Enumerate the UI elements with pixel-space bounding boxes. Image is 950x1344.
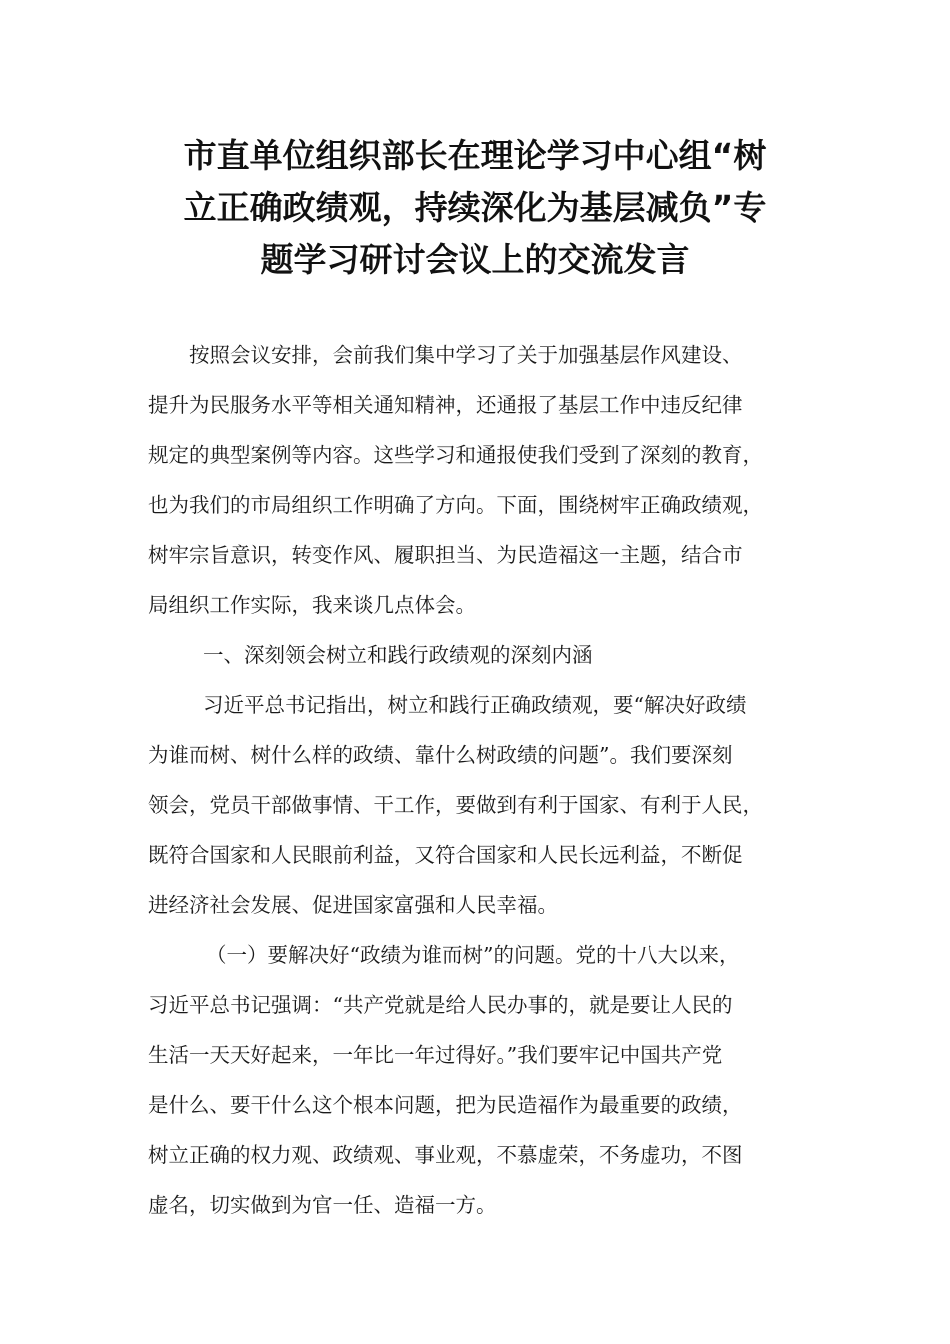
body-line: 提升为民服务水平等相关通知精神，还通报了基层工作中违反纪律 bbox=[148, 393, 743, 417]
section-heading: 一、深刻领会树立和践行政绩观的深刻内涵 bbox=[203, 643, 593, 667]
body-line: 既符合国家和人民眼前利益，又符合国家和人民长远利益，不断促 bbox=[148, 843, 743, 867]
body-line: 虚名，切实做到为官一任、造福一方。 bbox=[148, 1193, 497, 1217]
body-line: 树立正确的权力观、政绩观、事业观，不慕虚荣，不务虚功，不图 bbox=[148, 1143, 743, 1167]
body-line: 树牢宗旨意识，转变作风、履职担当、为民造福这一主题，结合市 bbox=[148, 543, 743, 567]
subsection-heading: （一）要解决好“政绩为谁而树”的问题。党的十八大以来， bbox=[206, 943, 740, 967]
title-line: 市直单位组织部长在理论学习中心组“树 bbox=[183, 136, 767, 175]
body-line: 也为我们的市局组织工作明确了方向。下面，围绕树牢正确政绩观， bbox=[148, 493, 763, 517]
body-line: 是什么、要干什么这个根本问题，把为民造福作为最重要的政绩， bbox=[148, 1093, 743, 1117]
body-line: 规定的典型案例等内容。这些学习和通报使我们受到了深刻的教育， bbox=[148, 443, 763, 467]
body-line: 习近平总书记指出，树立和践行正确政绩观，要“解决好政绩 bbox=[203, 693, 747, 717]
document-body bbox=[148, 330, 818, 1230]
body-line: 习近平总书记强调：“共产党就是给人民办事的，就是要让人民的 bbox=[148, 993, 733, 1017]
title-line: 立正确政绩观，持续深化为基层减负”专 bbox=[183, 188, 767, 227]
title-line: 题学习研讨会议上的交流发言 bbox=[260, 240, 690, 279]
body-line: 领会，党员干部做事情、干工作，要做到有利于国家、有利于人民， bbox=[148, 793, 763, 817]
body-line: 为谁而树、树什么样的政绩、靠什么树政绩的问题”。我们要深刻 bbox=[148, 743, 733, 767]
body-line: 局组织工作实际，我来谈几点体会。 bbox=[148, 593, 476, 617]
body-line: 按照会议安排，会前我们集中学习了关于加强基层作风建设、 bbox=[189, 343, 743, 367]
body-line: 生活一天天好起来，一年比一年过得好。”我们要牢记中国共产党 bbox=[148, 1043, 723, 1067]
body-line: 进经济社会发展、促进国家富强和人民幸福。 bbox=[148, 893, 558, 917]
document-title bbox=[140, 130, 810, 286]
